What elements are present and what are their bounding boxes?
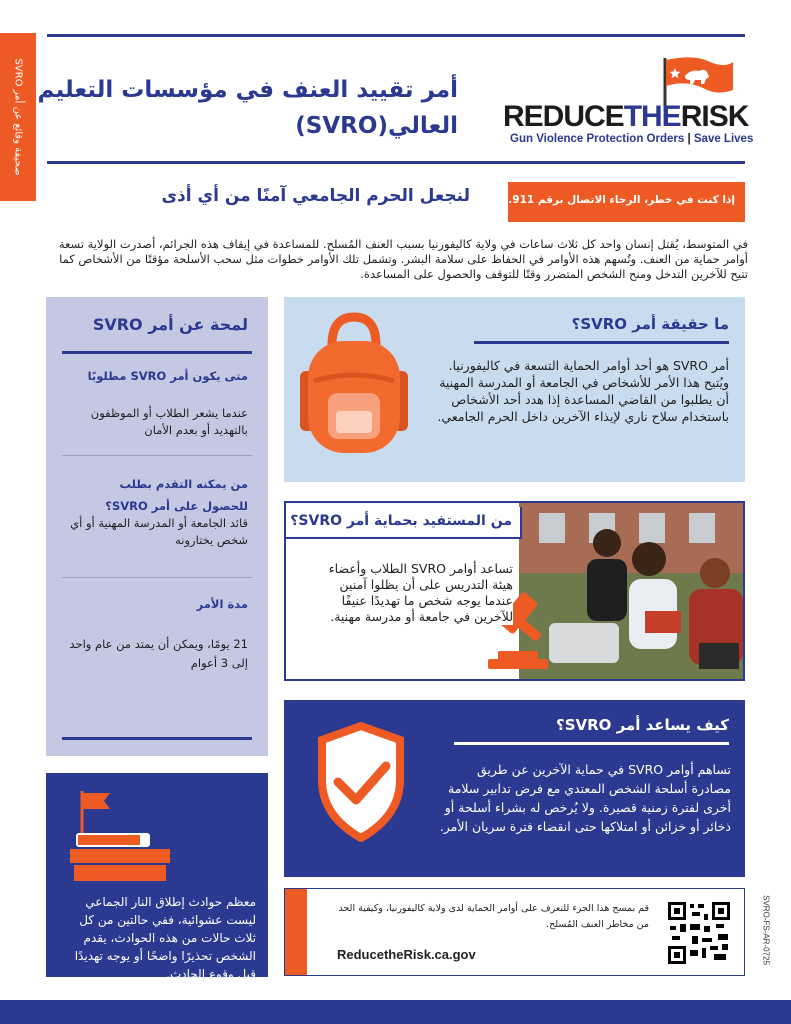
title-line-2: العالي(SVRO) bbox=[295, 113, 458, 139]
website-link[interactable]: ReducetheRisk.ca.gov bbox=[337, 947, 476, 962]
who-title: من المستفيد بحماية أمر SVRO؟ bbox=[290, 513, 512, 529]
tagline-left: Gun Violence Protection Orders bbox=[510, 133, 685, 145]
what-panel bbox=[284, 297, 745, 482]
sidebar-a2: قائد الجامعة أو المدرسة المهنية أو أي شخص يختارونه bbox=[70, 516, 248, 547]
backpack-icon bbox=[294, 311, 414, 461]
sidebar-divider-2 bbox=[62, 577, 252, 578]
who-panel bbox=[284, 501, 745, 681]
sidebar-q2: من يمكنه التقدم بطلب للحصول على أمر SVRO؟ bbox=[105, 477, 248, 513]
logo-tagline: Gun Violence Protection Orders | Save Lives bbox=[510, 133, 754, 145]
subtitle: لنجعل الحرم الجامعي آمنًا من أي أذى bbox=[161, 186, 470, 206]
qr-text: قم بمسح هذا الجزء للتعرف على أوامر الحماية لدى ولاية كاليفورنيا، وكيفية الحد من مخاطر العنف المُسلح. bbox=[338, 903, 649, 930]
sidebar-title: لمحة عن أمر SVRO bbox=[92, 315, 248, 334]
emergency-text: إذا كنت في خطر، الرجاء الاتصال برقم 911. bbox=[508, 194, 735, 206]
how-panel bbox=[284, 700, 745, 877]
who-body: تساعد أوامر SVRO الطلاب وأعضاء هيئة التدريس على أن يظلوا آمنين عندما يوجه شخص ما تهديدًا عنيفًا للآخرين في جامعة أو مدرسة مهنية. bbox=[313, 561, 513, 625]
sidebar-title-rule bbox=[62, 351, 252, 354]
how-body: تساهم أوامر SVRO في حماية الآخرين عن طريق مصادرة أسلحة الشخص المعتدي مع فرض تدابير سلامة أخرى لفترة زمنية قصيرة. ولا يُرخص له بشراء أسلحة أو ذخائر أو خزائن أو امتلاكها حتى انقضاء فترة سريان الأمر. bbox=[439, 762, 731, 834]
sidebar-divider-1 bbox=[62, 455, 252, 456]
what-title: ما حقيقة أمر SVRO؟ bbox=[571, 315, 729, 333]
tagline-right: Save Lives bbox=[693, 133, 754, 145]
side-tab-text: صحيفة وقائع عن أمر SVRO bbox=[12, 58, 24, 176]
qr-panel-accent bbox=[285, 889, 307, 975]
books-flag-icon bbox=[68, 787, 188, 887]
fact-panel bbox=[46, 773, 268, 981]
logo-the: THE bbox=[623, 100, 681, 133]
title-line-1: أمر تقييد العنف في مؤسسات التعليم bbox=[37, 77, 458, 103]
side-tab bbox=[0, 33, 36, 201]
logo-reduce: REDUCE bbox=[503, 100, 624, 133]
sidebar-q3: مدة الأمر bbox=[196, 597, 248, 611]
header-rule bbox=[47, 161, 745, 164]
what-body: أمر SVRO هو أحد أوامر الحماية التسعة في كاليفورنيا. ويُتيح هذا الأمر للأشخاص في الجامعة أو المدرسة المهنية أن يطلبوا من القاضي المساعدة إذا هدد أحد الأشخاص باستخدام سلاح ناري لإيذاء الآخرين داخل الحرم الجامعي. bbox=[437, 358, 729, 424]
how-title: كيف يساعد أمر SVRO؟ bbox=[556, 716, 729, 734]
shield-check-icon bbox=[316, 722, 406, 842]
emergency-banner bbox=[508, 182, 745, 222]
what-title-rule bbox=[474, 341, 729, 344]
logo-risk: RISK bbox=[680, 100, 749, 133]
how-title-rule bbox=[454, 742, 729, 745]
fact-text: معظم حوادث إطلاق النار الجماعي ليست عشوائية، ففي حالتين من كل ثلاث حالات من هذه الحوادث، يقدم الشخص تحذيرًا واضحًا أو يوجه تهديدًا قبل وقوع الحادث. bbox=[74, 895, 256, 981]
footer-bar bbox=[0, 1000, 791, 1024]
form-code: SVRO-FS-AR-0725 bbox=[761, 895, 771, 965]
top-rule bbox=[47, 34, 745, 37]
who-title-bar bbox=[286, 507, 522, 539]
sidebar-q1: متى يكون أمر SVRO مطلوبًا bbox=[87, 369, 248, 383]
qr-code[interactable] bbox=[666, 900, 732, 966]
qr-panel bbox=[284, 888, 745, 976]
sidebar-a1: عندما يشعر الطلاب أو الموظفون بالتهديد أو بعدم الأمان bbox=[90, 406, 248, 437]
sidebar-panel bbox=[46, 297, 268, 756]
page-title bbox=[37, 72, 458, 144]
sidebar-a3: 21 يومًا، ويمكن أن يمتد من عام واحد إلى 3 أعوام bbox=[69, 637, 248, 670]
logo-wordmark bbox=[503, 100, 748, 134]
intro-paragraph: في المتوسط، يُقتل إنسان واحد كل ثلاث ساعات في ولاية كاليفورنيا بسبب العنف المُسلح. للمساعدة في إيقاف هذه الجرائم، أصدرت الولاية تسعة أوامر حماية من العنف. وتُسهم هذه الأوامر في الحفاظ على سلامة البشر. وتشمل تلك الأوامر خطوات مثل سحب الأسلحة مؤقتًا من الأشخاص كما تتيح للآخرين التدخل ومنح الشخص المتضرر وقتًا للتوقف والحصول على المساعدة. bbox=[58, 237, 748, 281]
reduce-the-risk-logo bbox=[503, 56, 754, 146]
sidebar-bottom-rule bbox=[62, 737, 252, 740]
